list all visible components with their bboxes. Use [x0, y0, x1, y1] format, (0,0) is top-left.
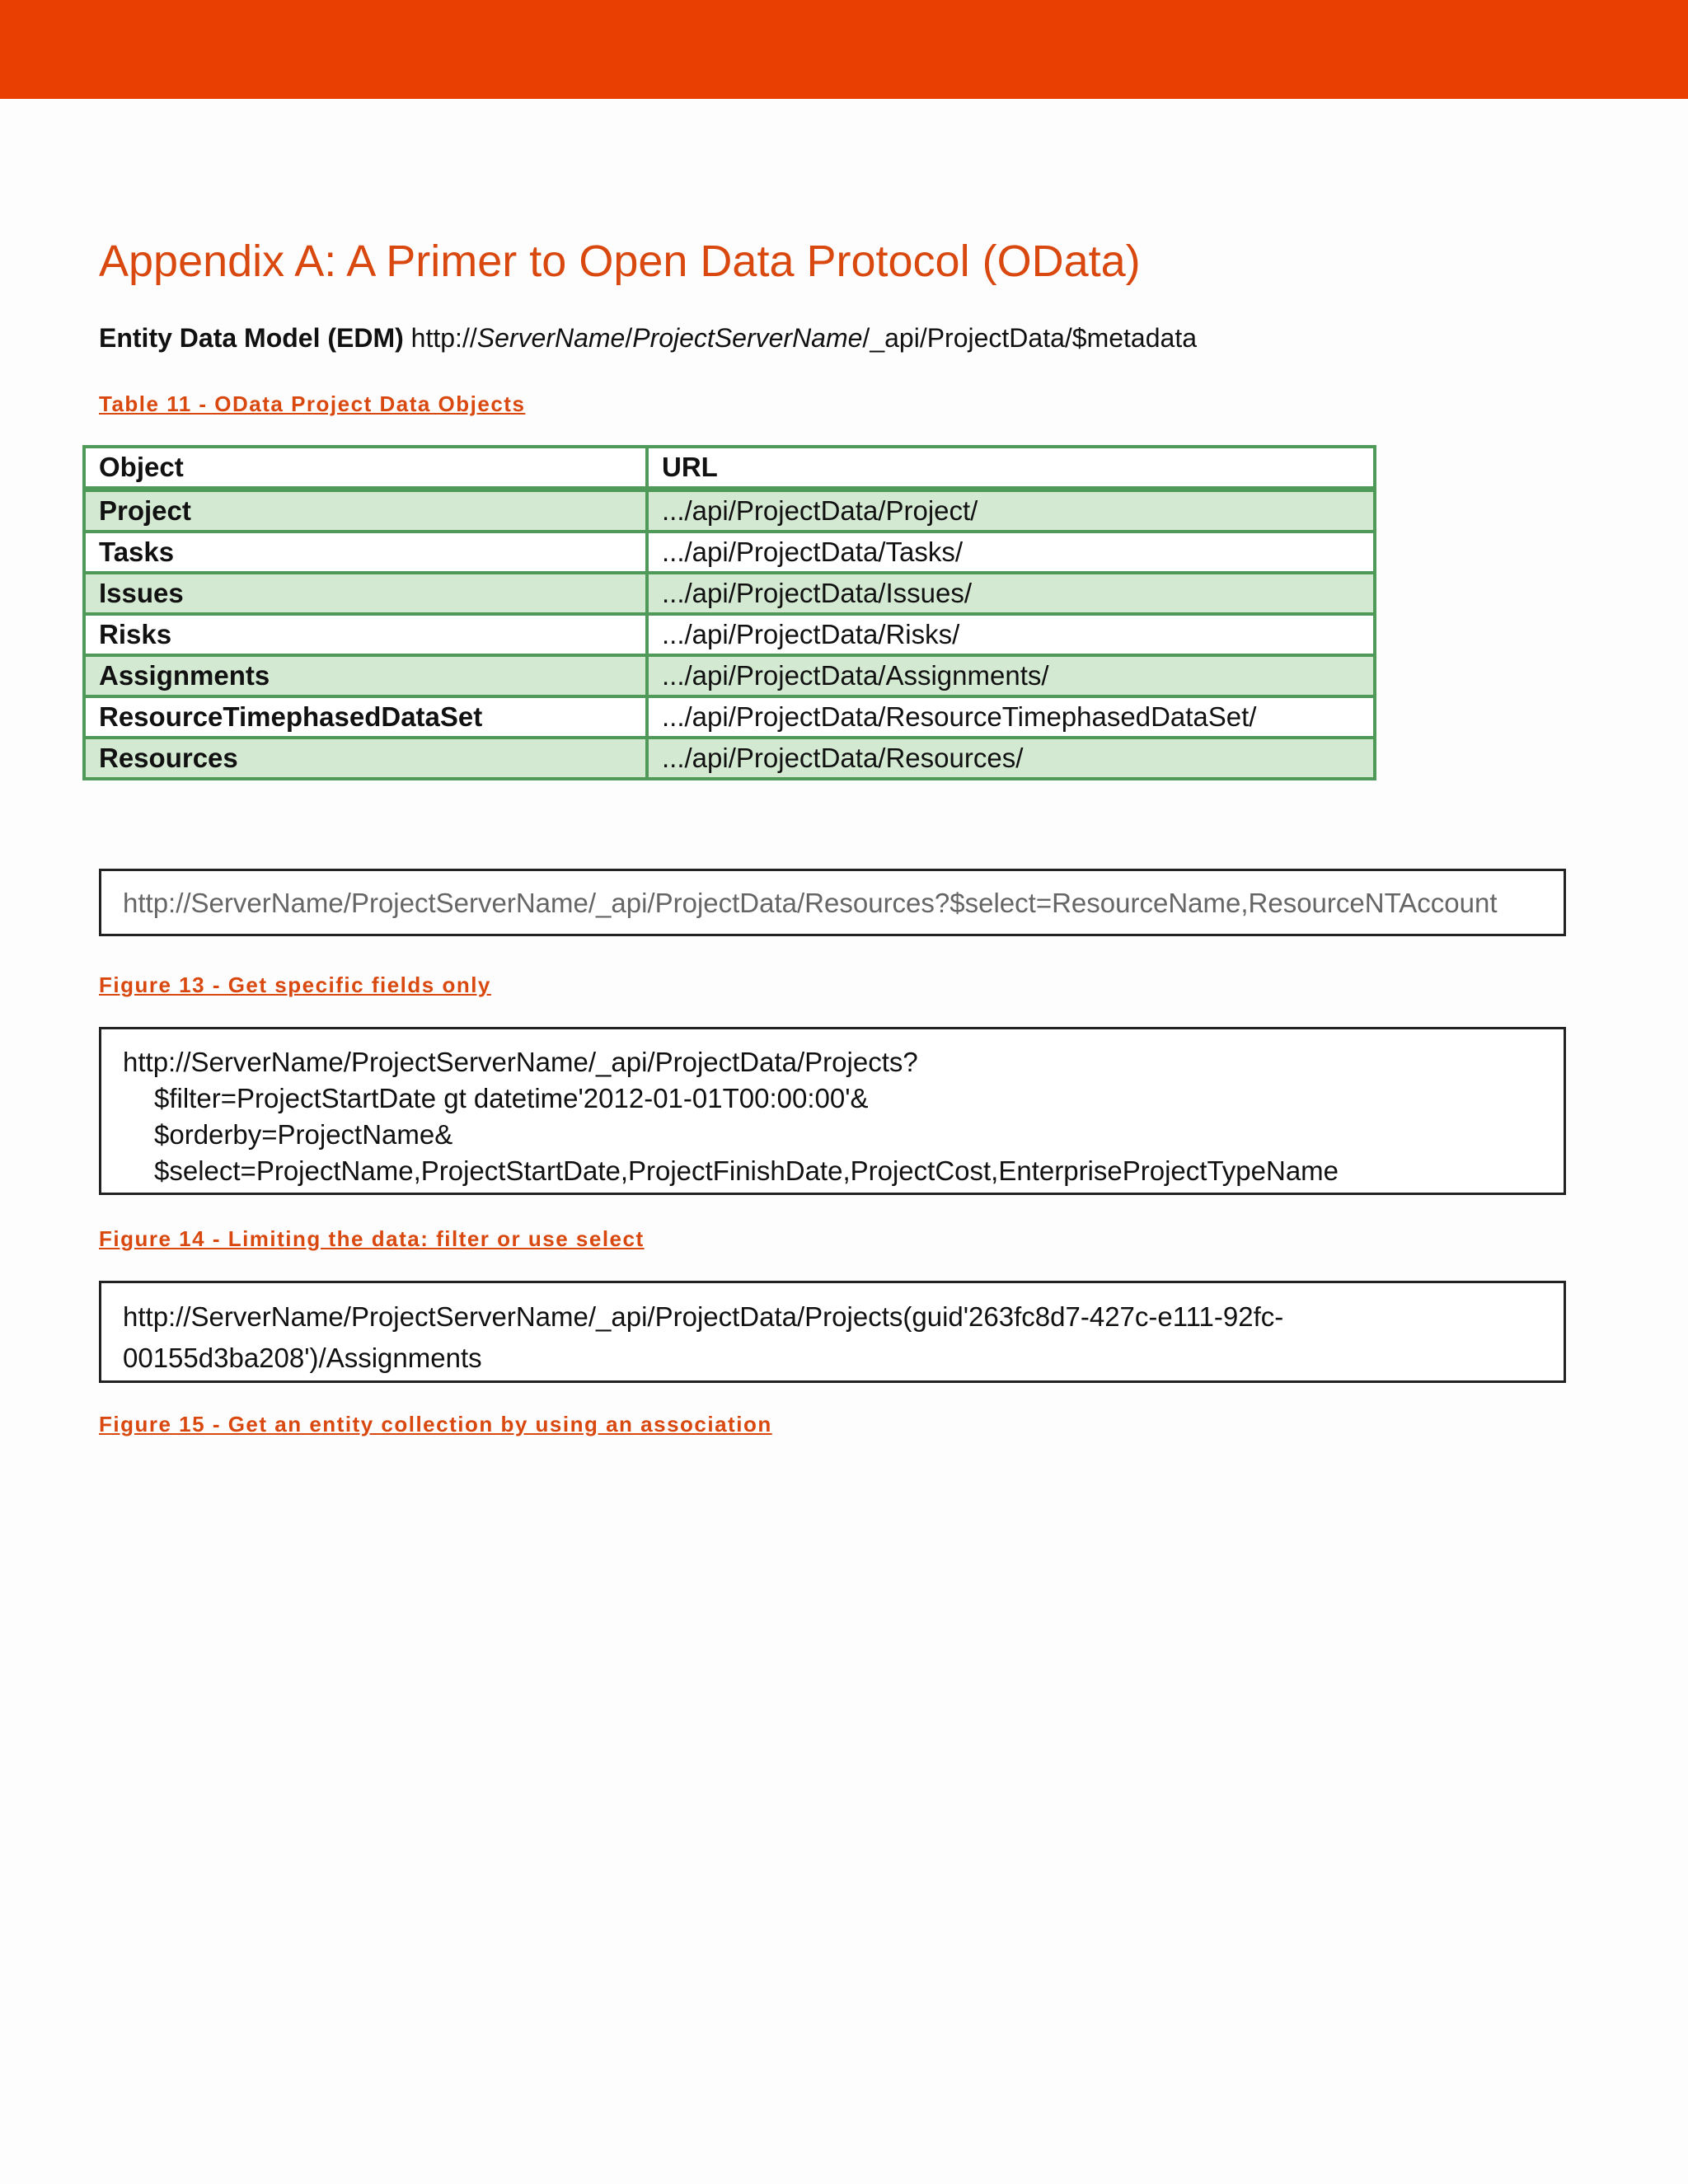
edm-label: Entity Data Model (EDM) — [99, 323, 404, 353]
object-cell: Issues — [84, 573, 647, 614]
edm-url: http://ServerName/ProjectServerName/_api/ProjectData/$metadata — [410, 323, 1197, 353]
page-title: Appendix A: A Primer to Open Data Protocol (OData) — [99, 237, 1141, 286]
code-line: 00155d3ba208')/Assignments — [123, 1343, 482, 1373]
code-line: $orderby=ProjectName& — [154, 1119, 453, 1150]
object-cell: Resources — [84, 738, 647, 779]
object-cell: Tasks — [84, 532, 647, 573]
figure-14-caption: Figure 14 - Limiting the data: filter or use select — [99, 1226, 645, 1251]
code-line: http://ServerName/ProjectServerName/_api/ProjectData/Projects? — [123, 1047, 918, 1077]
url-cell: .../api/ProjectData/Resources/ — [647, 738, 1375, 779]
table-caption: Table 11 - OData Project Data Objects — [99, 391, 526, 416]
url-cell: .../api/ProjectData/Risks/ — [647, 614, 1375, 655]
table-row — [84, 738, 1375, 779]
odata-objects-table — [82, 445, 1376, 780]
header-color-band — [0, 0, 1688, 99]
object-cell: ResourceTimephasedDataSet — [84, 696, 647, 738]
url-cell: .../api/ProjectData/ResourceTimephasedDataSet/ — [647, 696, 1375, 738]
table-header-row — [84, 447, 1375, 490]
table-row — [84, 490, 1375, 532]
header-object: Object — [84, 447, 647, 490]
figure-15-code-box — [99, 1281, 1566, 1383]
table-row — [84, 573, 1375, 614]
edm-line — [99, 321, 1197, 356]
code-line: http://ServerName/ProjectServerName/_api/ProjectData/Projects(guid'263fc8d7-427c-e111-92fc- — [123, 1301, 1284, 1332]
table-row — [84, 532, 1375, 573]
table-row — [84, 696, 1375, 738]
header-url: URL — [647, 447, 1375, 490]
figure-13-caption: Figure 13 - Get specific fields only — [99, 972, 491, 997]
url-cell: .../api/ProjectData/Project/ — [647, 490, 1375, 532]
table-row — [84, 614, 1375, 655]
object-cell: Risks — [84, 614, 647, 655]
url-cell: .../api/ProjectData/Issues/ — [647, 573, 1375, 614]
url-cell: .../api/ProjectData/Tasks/ — [647, 532, 1375, 573]
figure-14-code-box — [99, 1027, 1566, 1195]
code-line: http://ServerName/ProjectServerName/_api/ProjectData/Resources?$select=ResourceName,ResourceNTAccount — [123, 888, 1498, 918]
object-cell: Project — [84, 490, 647, 532]
figure-15-caption: Figure 15 - Get an entity collection by using an association — [99, 1412, 772, 1436]
figure-13-code-box — [99, 869, 1566, 936]
table-row — [84, 655, 1375, 696]
object-cell: Assignments — [84, 655, 647, 696]
code-line: $select=ProjectName,ProjectStartDate,ProjectFinishDate,ProjectCost,EnterpriseProjectTypeName — [154, 1155, 1339, 1186]
url-cell: .../api/ProjectData/Assignments/ — [647, 655, 1375, 696]
code-line: $filter=ProjectStartDate gt datetime'2012-01-01T00:00:00'& — [154, 1083, 869, 1113]
